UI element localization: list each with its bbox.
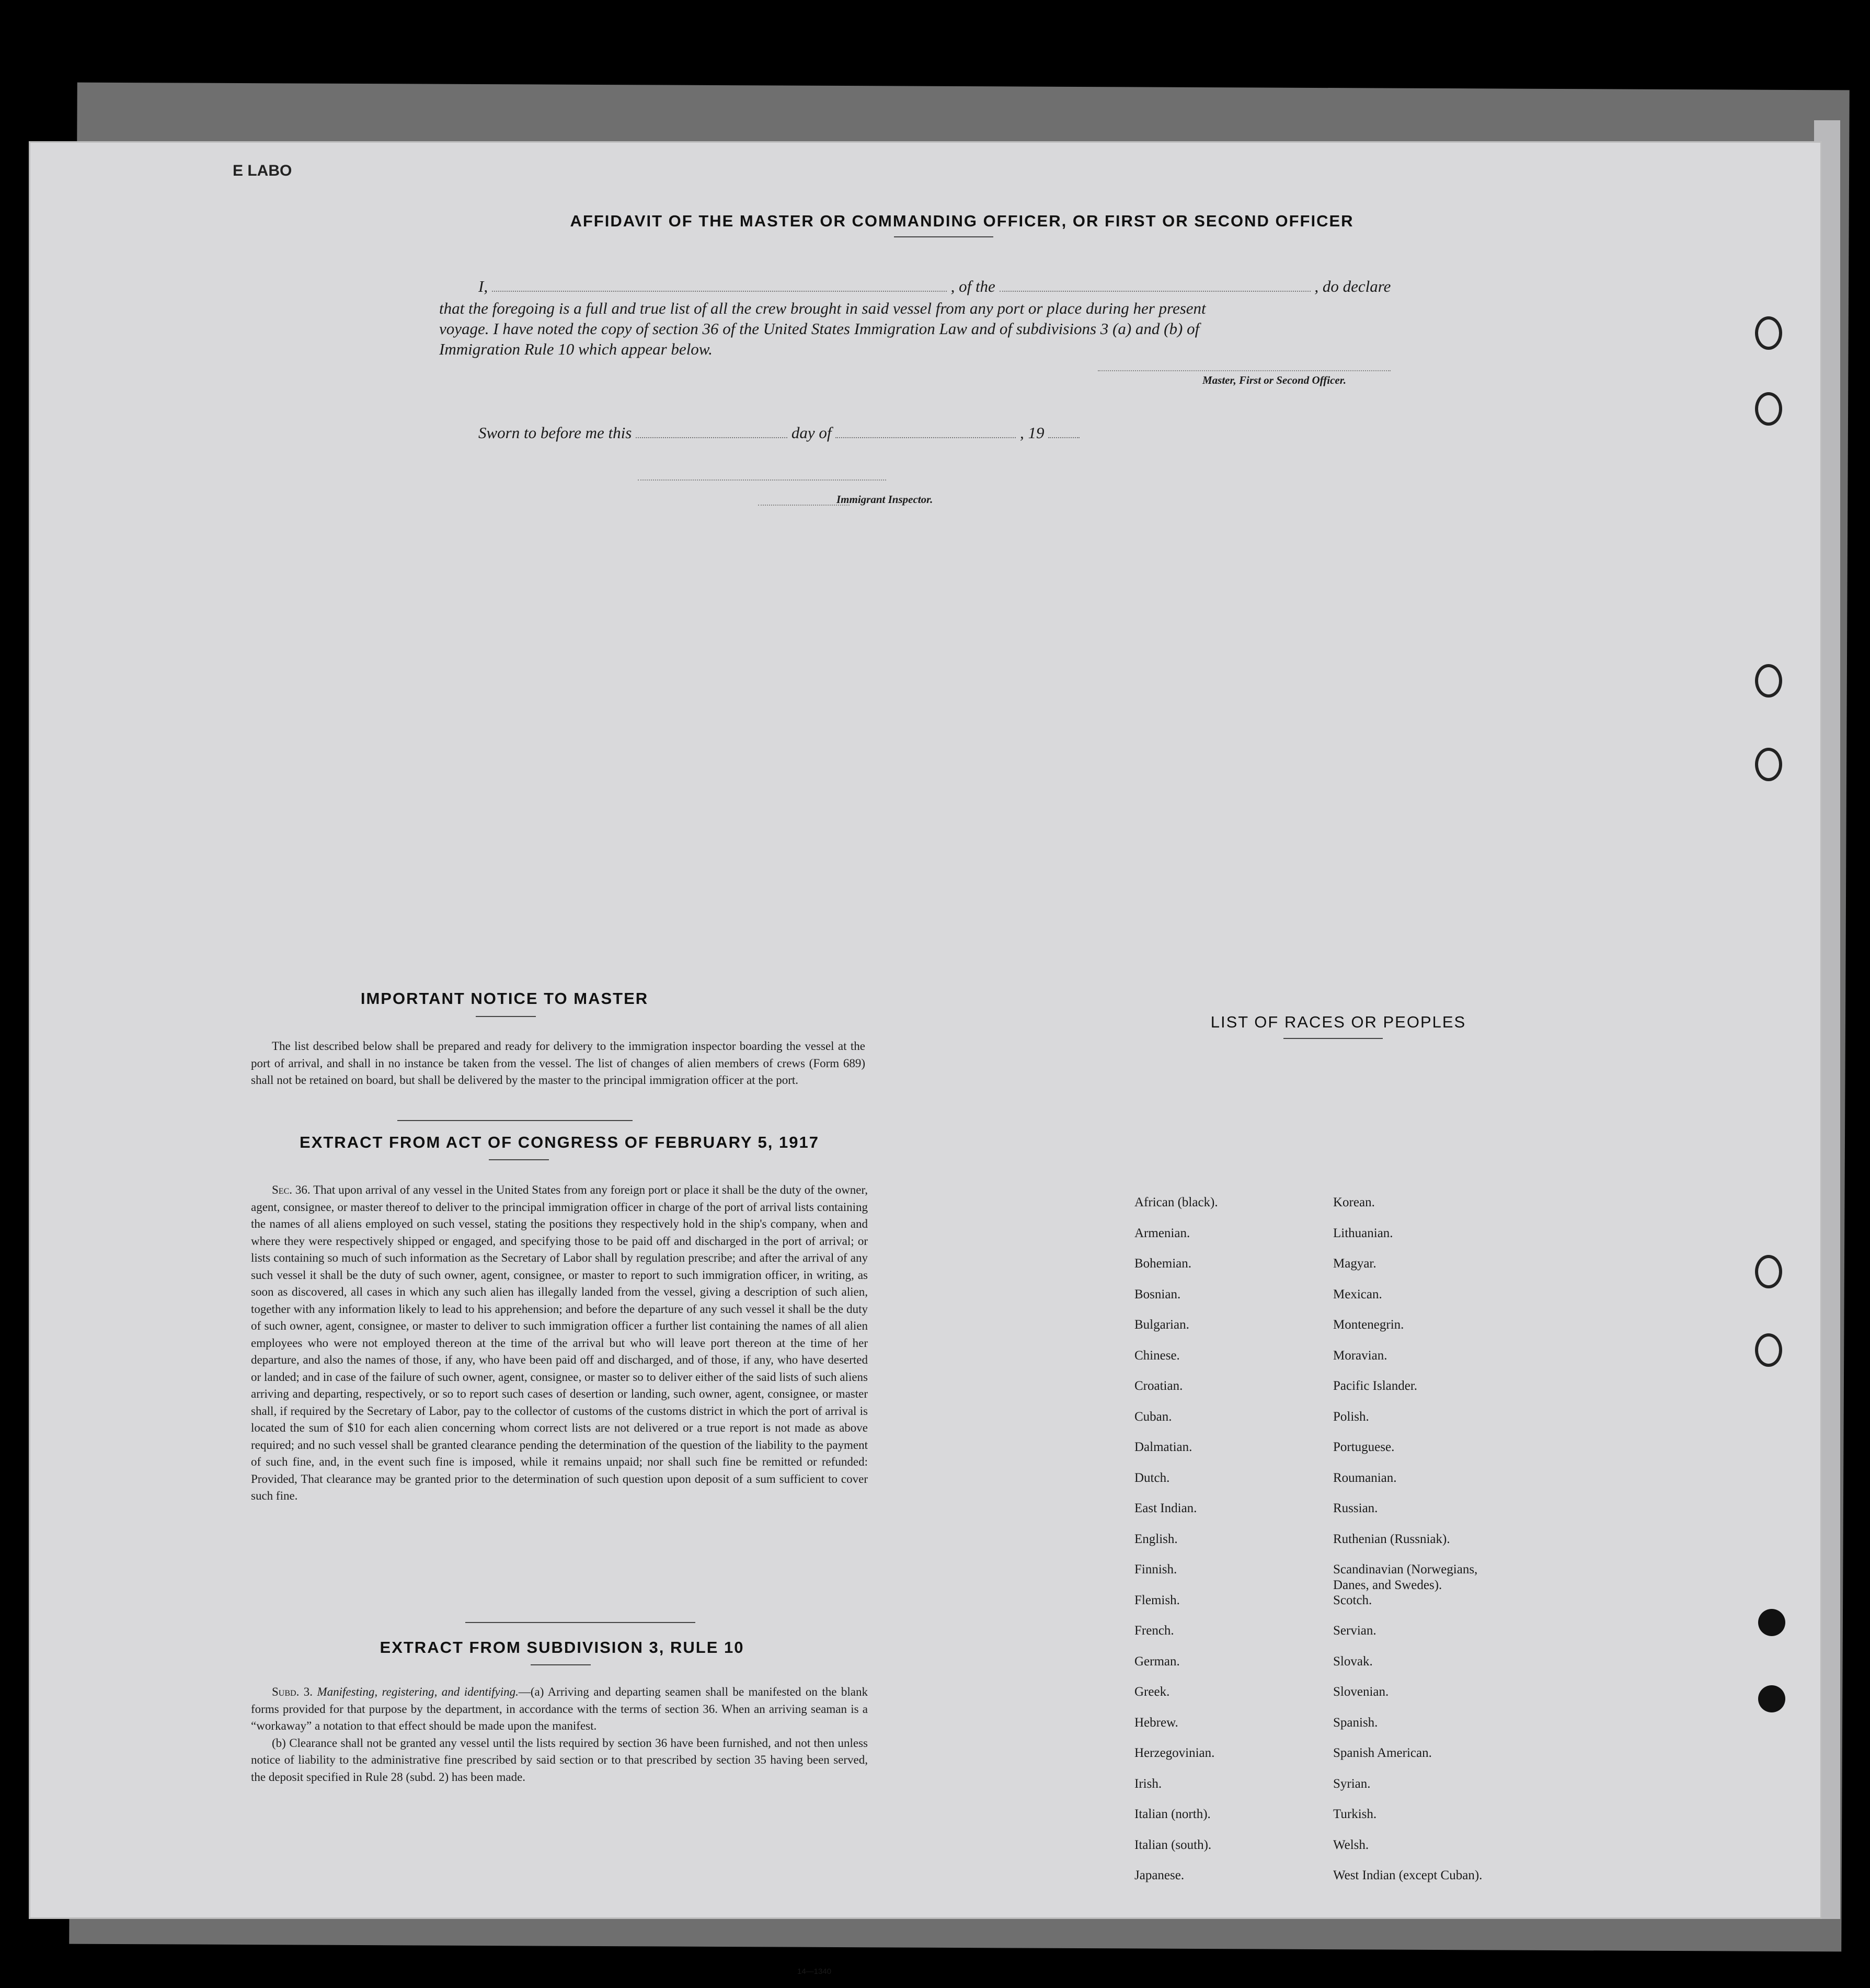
binder-hole <box>1755 1333 1782 1367</box>
declarant-label: I, <box>478 277 488 295</box>
section-36-text: That upon arrival of any vessel in the United States from any foreign port or place it shall be the duty of the owner, agent, consignee, or master thereof to deliver to the principal immigration officer in charge of the port of arrival lists containing the names of all aliens employed on such vessel, stating the positions they respectively hold in the ship's company, when and where they were respectively shipped or engaged, and specifying those to be paid off and discharged in the port of arrival; or lists containing so much of such information as the Secretary of Labor shall by regulation prescribe; and after the arrival of any such vessel it shall be the duty of such owner, agent, consignee, or master to report to such immigration officer, in writing, as soon as discovered, all cases in which any such alien has illegally landed from the vessel, giving a description of such alien, together with any information likely to lead to his apprehension; and before the departure of any such vessel it shall be the duty of such owner, agent, consignee, or master to deliver to such immigration officer a further list containing the names of all alien employees who were not employed thereon at the time of the arrival but who will leave port thereon at the time of her departure, and also the names of those, if any, who have been paid off and discharged, and of those, if any, who have deserted or landed; and in case of the failure of such owner, agent, consignee, or master so to deliver either of the said lists of such aliens arriving and departing, respectively, or so to report such cases of desertion or landing, such owner, agent, consignee, or master shall, if required by the Secretary of Labor, pay to the collector of customs of the customs district in which the port of arrival is located the sum of $10 for each alien concerning whom correct lists are not delivered or a true report is not made as above required; and no such vessel shall be granted clearance pending the determination of the question of the liability to the payment of such fine, and, in the event such fine is imposed, while it remains unpaid; nor shall such fine be remitted or refunded: Provided, That clearance may be granted prior to the determination of such question upon deposit of a sum sufficient to cover such fine. <box>251 1183 868 1502</box>
form-number: 14—1340 <box>797 1967 832 1976</box>
race-item: Bulgarian. <box>1134 1318 1189 1332</box>
race-item: Servian. <box>1333 1624 1376 1638</box>
race-item: Lithuanian. <box>1333 1226 1393 1240</box>
race-item: Greek. <box>1134 1685 1170 1699</box>
binder-hole <box>1755 1255 1782 1288</box>
race-item: African (black). <box>1134 1195 1218 1209</box>
signature-label: Master, First or Second Officer. <box>1202 374 1346 386</box>
affidavit-line-1 <box>478 277 1391 296</box>
sworn-month-field[interactable] <box>835 437 1016 438</box>
races-title-rule <box>1283 1038 1383 1039</box>
race-item: Bohemian. <box>1134 1256 1192 1271</box>
act-rule <box>465 1622 695 1623</box>
notice-title: IMPORTANT NOTICE TO MASTER <box>360 989 649 1008</box>
race-item: Scandinavian (Norwegians, Danes, and Swedes). <box>1333 1562 1478 1592</box>
binder-hole <box>1755 664 1782 698</box>
race-item: Turkish. <box>1333 1807 1377 1821</box>
binder-hole <box>1755 748 1782 781</box>
race-item: Italian (north). <box>1134 1807 1211 1821</box>
affidavit-line-4: Immigration Rule 10 which appear below. <box>439 340 713 358</box>
section-label: Sec. 36. <box>272 1183 311 1196</box>
rule-title: EXTRACT FROM SUBDIVISION 3, RULE 10 <box>380 1638 744 1656</box>
subd-heading: Manifesting, registering, and identifying. <box>317 1685 519 1698</box>
year-label: , 19 <box>1019 424 1045 442</box>
race-item: Polish. <box>1333 1409 1369 1424</box>
race-item: Dalmatian. <box>1134 1440 1192 1454</box>
race-item: Pacific Islander. <box>1333 1379 1418 1393</box>
race-item: Herzegovinian. <box>1134 1746 1215 1760</box>
document-page <box>29 141 1822 1976</box>
race-item: Magyar. <box>1333 1256 1376 1271</box>
inspector-dots <box>758 505 850 506</box>
affidavit-line-2: that the foregoing is a full and true list of all the crew brought in said vessel from any port or place during her present <box>439 299 1206 317</box>
race-item: Korean. <box>1333 1195 1375 1209</box>
race-item: Mexican. <box>1333 1287 1382 1301</box>
race-item: German. <box>1134 1654 1180 1669</box>
race-item: East Indian. <box>1134 1501 1197 1515</box>
races-right-column <box>1333 1195 1482 1899</box>
race-item: Finnish. <box>1134 1562 1177 1576</box>
races-title: LIST OF RACES OR PEOPLES <box>1210 1013 1466 1031</box>
race-item: Slovak. <box>1333 1654 1373 1669</box>
notice-text: The list described below shall be prepared and ready for delivery to the immigration inspector boarding the vessel at the port of arrival, and shall in no instance be taken from the vessel. The list of changes of alien members of crews (Form 689) shall not be retained on board, but shall be delivered by the master to the principal immigration officer at the port. <box>251 1039 865 1087</box>
races-left-column <box>1134 1195 1218 1899</box>
race-item: Flemish. <box>1134 1593 1180 1607</box>
race-item: Croatian. <box>1134 1379 1183 1393</box>
act-title: EXTRACT FROM ACT OF CONGRESS OF FEBRUARY 5, 1917 <box>300 1133 819 1151</box>
race-item: Italian (south). <box>1134 1837 1212 1852</box>
signature-line[interactable] <box>1098 370 1391 371</box>
race-item: Spanish American. <box>1333 1746 1432 1760</box>
declare-label: , do declare <box>1314 277 1391 295</box>
race-item: Bosnian. <box>1134 1287 1181 1301</box>
sworn-label: Sworn to before me this <box>478 424 632 442</box>
race-item: Spanish. <box>1333 1715 1378 1730</box>
race-item: Slovenian. <box>1333 1685 1389 1699</box>
day-of-label: day of <box>791 424 832 442</box>
stamp: E LABO <box>233 162 292 179</box>
race-item: Armenian. <box>1134 1226 1190 1240</box>
notice-title-rule <box>476 1016 536 1017</box>
act-title-rule <box>489 1159 549 1160</box>
sworn-line <box>478 424 1080 442</box>
binder-hole <box>1758 1609 1785 1636</box>
race-item: Chinese. <box>1134 1348 1180 1363</box>
binder-hole <box>1755 316 1782 350</box>
race-item: French. <box>1134 1624 1174 1638</box>
race-item: Irish. <box>1134 1776 1162 1791</box>
affidavit-title-rule <box>894 236 993 237</box>
sworn-day-field[interactable] <box>636 437 787 438</box>
vessel-name-field[interactable] <box>1000 290 1311 292</box>
subd-label: Subd. 3. <box>272 1685 313 1698</box>
sworn-year-field[interactable] <box>1048 437 1080 438</box>
race-item: Portuguese. <box>1333 1440 1395 1454</box>
race-item: Cuban. <box>1134 1409 1172 1424</box>
race-item: Syrian. <box>1333 1776 1371 1791</box>
para-a: —(a) Arriving and departing seamen shall be manifested on the blank forms provided for that purpose by the department, in accordance with the terms of section 36. When an arriving seaman is a “workaway” a notation to that effect should be made upon the manifest. <box>251 1685 868 1732</box>
binder-hole <box>1758 1685 1785 1712</box>
vessel-label: , of the <box>950 277 995 295</box>
race-item: Moravian. <box>1333 1348 1387 1363</box>
race-item: English. <box>1134 1532 1178 1546</box>
race-item: West Indian (except Cuban). <box>1333 1868 1483 1882</box>
race-item: Roumanian. <box>1333 1470 1397 1485</box>
race-item: Hebrew. <box>1134 1715 1178 1730</box>
affidavit-title: AFFIDAVIT OF THE MASTER OR COMMANDING OFFICER, OR FIRST OR SECOND OFFICER <box>570 212 1354 230</box>
race-item: Montenegrin. <box>1333 1318 1404 1332</box>
race-item: Dutch. <box>1134 1470 1170 1485</box>
inspector-signature-line[interactable] <box>638 479 886 481</box>
race-item: Russian. <box>1333 1501 1378 1515</box>
race-item: Welsh. <box>1333 1837 1369 1852</box>
race-item: Scotch. <box>1333 1593 1372 1607</box>
race-item: Ruthenian (Russniak). <box>1333 1532 1450 1546</box>
declarant-name-field[interactable] <box>492 290 947 292</box>
act-text <box>251 1182 868 1505</box>
binder-hole <box>1755 392 1782 426</box>
rule-title-rule <box>531 1664 591 1665</box>
affidavit-line-3: voyage. I have noted the copy of section 36 of the United States Immigration Law and of subdivisions 3 (a) and (b) of <box>439 319 1200 338</box>
para-b: (b) Clearance shall not be granted any vessel until the lists required by section 36 have been furnished, and not then unless notice of liability to the administrative fine prescribed by said section or to that prescribed by section 35 having been served, the deposit specified in Rule 28 (subd. 2) has been made. <box>251 1736 868 1784</box>
inspector-label: Immigrant Inspector. <box>836 493 933 506</box>
race-item: Japanese. <box>1134 1868 1185 1882</box>
notice-rule <box>397 1120 633 1121</box>
rule-text <box>251 1684 868 1786</box>
